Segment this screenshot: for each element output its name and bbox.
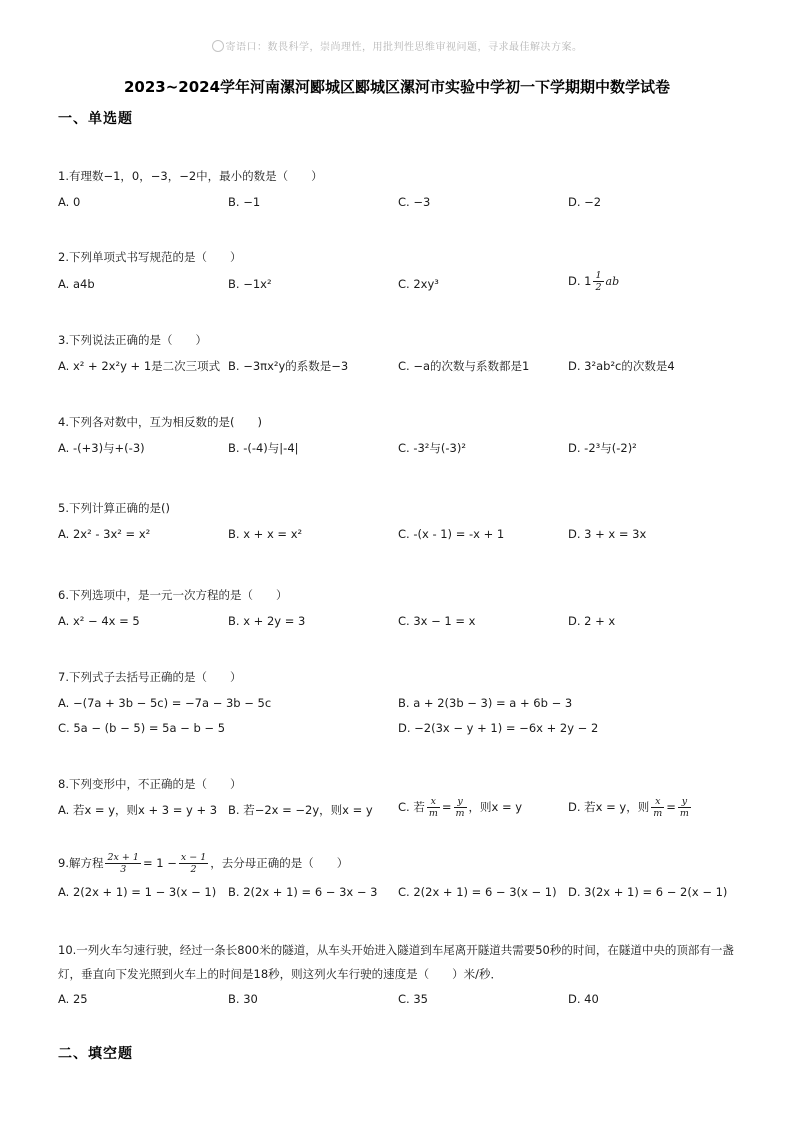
question-7-stem: 7.下列式子去括号正确的是（ ）: [58, 670, 242, 684]
section-fill-blank: 二、填空题: [58, 1046, 133, 1062]
question-6-option-d[interactable]: D. 2 + x: [568, 614, 616, 628]
motto-mark-icon: [212, 40, 224, 52]
question-2-option-b[interactable]: B. −1x²: [228, 277, 272, 291]
question-1-option-d[interactable]: D. −2: [568, 195, 602, 209]
fraction-x-over-m: $\frac{x}{m}$: [428, 796, 438, 819]
question-7-option-c[interactable]: C. 5a − (b − 5) = 5a − b − 5: [58, 721, 226, 735]
question-8-stem: 8.下列变形中，不正确的是（ ）: [58, 777, 242, 791]
question-6-option-c[interactable]: C. 3x − 1 = x: [398, 614, 476, 628]
question-6-stem: 6.下列选项中，是一元一次方程的是（ ）: [58, 588, 288, 602]
question-4-option-b[interactable]: B. -(-4)与|-4|: [228, 441, 299, 455]
question-7-option-b[interactable]: B. a + 2(3b − 3) = a + 6b − 3: [398, 696, 573, 710]
question-1-option-c[interactable]: C. −3: [398, 195, 431, 209]
question-1-option-b[interactable]: B. −1: [228, 195, 261, 209]
question-5-option-c[interactable]: C. -(x - 1) = -x + 1: [398, 527, 505, 541]
question-7-option-a[interactable]: A. −(7a + 3b − 5c) = −7a − 3b − 5c: [58, 696, 272, 710]
question-2-option-c[interactable]: C. 2xy³: [398, 277, 439, 291]
question-8-option-c[interactable]: C. 若 $\frac{x}{m}$ = $\frac{y}{m}$ ，则x = y: [398, 796, 523, 819]
question-9-stem: 9.解方程 $\frac{2x + 1}{3}$ = 1 − $\frac{x - 1}{2}$ ，去分母正确的是（ ）: [58, 852, 349, 875]
question-9-option-d[interactable]: D. 3(2x + 1) = 6 − 2(x − 1): [568, 885, 728, 899]
question-6-option-b[interactable]: B. x + 2y = 3: [228, 614, 306, 628]
question-10-option-a[interactable]: A. 25: [58, 992, 88, 1006]
question-8-option-a[interactable]: A. 若x = y，则x + 3 = y + 3: [58, 803, 218, 817]
question-3-option-d[interactable]: D. 3²ab²c的次数是4: [568, 359, 675, 373]
question-10-option-b[interactable]: B. 30: [228, 992, 258, 1006]
question-2-option-d[interactable]: D. 1 $\frac{1}{2}$ ab: [568, 270, 620, 293]
question-10-option-d[interactable]: D. 40: [568, 992, 599, 1006]
fraction-2x-plus-1-over-3: $\frac{2x + 1}{3}$: [107, 852, 139, 875]
question-5-option-a[interactable]: A. 2x² - 3x² = x²: [58, 527, 151, 541]
question-5-option-b[interactable]: B. x + x = x²: [228, 527, 303, 541]
question-9-option-c[interactable]: C. 2(2x + 1) = 6 − 3(x − 1): [398, 885, 557, 899]
question-8-option-d[interactable]: D. 若x = y，则 $\frac{x}{m}$ = $\frac{y}{m}$: [568, 796, 689, 819]
question-9-option-b[interactable]: B. 2(2x + 1) = 6 − 3x − 3: [228, 885, 378, 899]
question-7-option-d[interactable]: D. −2(3x − y + 1) = −6x + 2y − 2: [398, 721, 599, 735]
question-2-stem: 2.下列单项式书写规范的是（ ）: [58, 250, 242, 264]
question-4-stem: 4.下列各对数中，互为相反数的是( ): [58, 415, 262, 429]
question-1-stem: 1.有理数−1，0，−3，−2中，最小的数是（ ）: [58, 169, 323, 183]
question-5-stem: 5.下列计算正确的是(): [58, 501, 170, 515]
question-4-option-c[interactable]: C. -3²与(-3)²: [398, 441, 466, 455]
fraction-y-over-m: $\frac{y}{m}$: [455, 796, 465, 819]
question-5-option-d[interactable]: D. 3 + x = 3x: [568, 527, 647, 541]
question-8-option-b[interactable]: B. 若−2x = −2y，则x = y: [228, 803, 373, 817]
question-10-option-c[interactable]: C. 35: [398, 992, 428, 1006]
fraction-y-over-m-d: $\frac{y}{m}$: [679, 796, 689, 819]
question-1-option-a[interactable]: A. 0: [58, 195, 81, 209]
fraction-x-minus-1-over-2: $\frac{x - 1}{2}$: [180, 852, 207, 875]
section-single-choice: 一、单选题: [58, 111, 133, 127]
question-10-stem: 10.一列火车匀速行驶，经过一条长800米的隧道，从车头开始进入隧道到车尾离开隧道共需要50秒的时间，在隧道中央的顶部有一盏灯，垂直向下发光照到火车上的时间是18秒，则这列火车行驶的速度是（ ）米/秒．: [58, 943, 734, 981]
question-3-option-a[interactable]: A. x² + 2x²y + 1是二次三项式: [58, 359, 221, 373]
question-3-option-c[interactable]: C. −a的次数与系数都是1: [398, 359, 530, 373]
question-6-option-a[interactable]: A. x² − 4x = 5: [58, 614, 140, 628]
question-3-option-b[interactable]: B. −3πx²y的系数是−3: [228, 359, 349, 373]
question-2-option-a[interactable]: A. a4b: [58, 277, 95, 291]
question-4-option-d[interactable]: D. -2³与(-2)²: [568, 441, 637, 455]
question-4-option-a[interactable]: A. -(+3)与+(-3): [58, 441, 145, 455]
question-9-option-a[interactable]: A. 2(2x + 1) = 1 − 3(x − 1): [58, 885, 217, 899]
exam-title: 2023~2024学年河南漯河郾城区郾城区漯河市实验中学初一下学期期中数学试卷: [123, 78, 671, 96]
question-3-stem: 3.下列说法正确的是（ ）: [58, 333, 207, 347]
fraction-x-over-m-d: $\frac{x}{m}$: [653, 796, 663, 819]
fraction-one-half: $\frac{1}{2}$: [595, 270, 602, 293]
header-motto: 寄语口：数畏科学，崇尚理性，用批判性思维审视问题，寻求最佳解决方案。: [0, 38, 794, 53]
